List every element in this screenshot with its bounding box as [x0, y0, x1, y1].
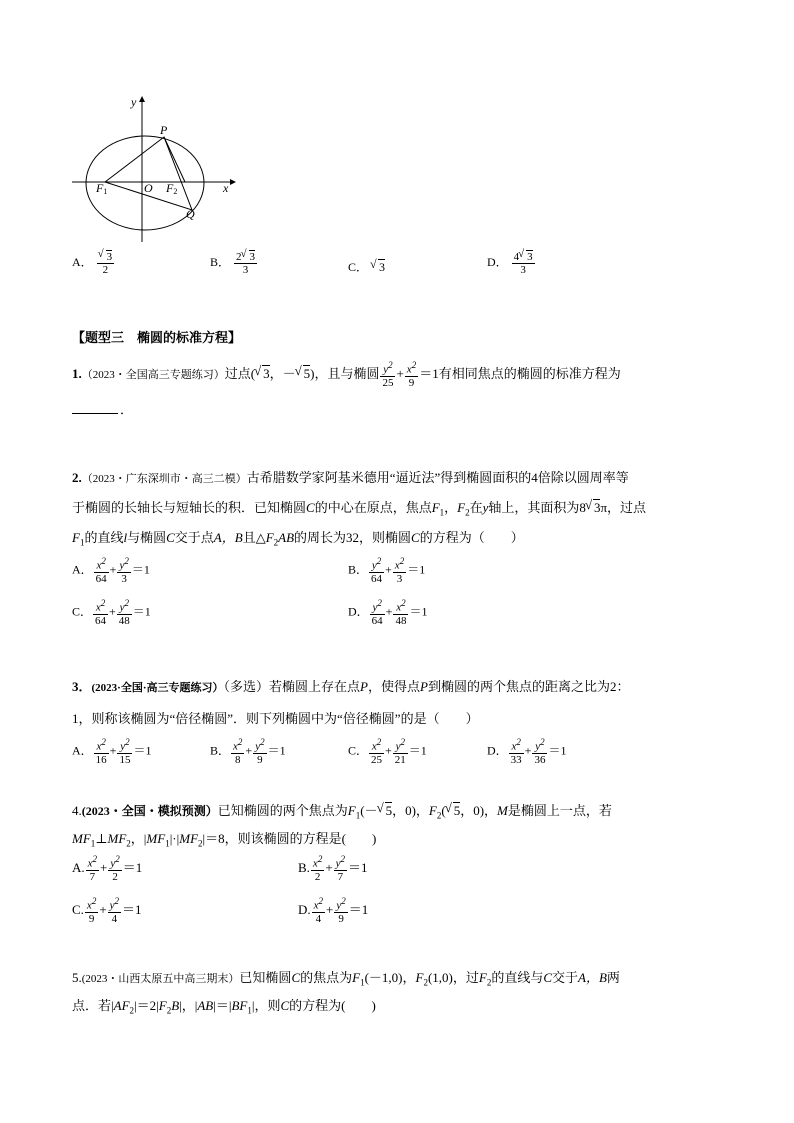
q2-option-d[interactable]: D． $\frac{y^2}{64}$ + $\frac{x^2}{48}$ ＝1 [348, 598, 428, 627]
plus: + [396, 365, 404, 381]
answer-blank[interactable] [72, 413, 118, 414]
denominator: 2 [102, 264, 109, 277]
denominator: 3 [520, 264, 526, 277]
var-l: l [123, 530, 128, 545]
q3-option-a[interactable]: A． $\frac{x^2}{16}$ + $\frac{y^2}{15}$ ＝1 [72, 737, 152, 766]
option-letter: C． [348, 743, 369, 758]
denominator: 3 [242, 264, 249, 277]
question-source: （2023・广东深圳市・高三二模） [81, 473, 247, 485]
question-2-line-1 [72, 467, 629, 486]
var-a: A [113, 998, 122, 1013]
var-f: F [158, 998, 167, 1013]
frac-y2-25: $\frac{y^2}{25}$ [382, 360, 394, 389]
q4-text: ，| [130, 831, 147, 846]
q5-text: 交于 [552, 970, 579, 985]
var-ab: A，B [213, 530, 243, 545]
var-mf: MF [72, 831, 91, 846]
var-c: C [411, 530, 420, 545]
option-b-frac [234, 250, 257, 276]
sqrt: √ 3 [262, 365, 270, 382]
var-f: F [72, 530, 80, 545]
option-letter: A. [72, 859, 85, 875]
label-p: P [160, 123, 168, 137]
question-number: 5. [72, 970, 82, 985]
option-letter: A． [72, 743, 93, 758]
q5-text: |，则 [251, 998, 281, 1013]
q4-text: 已知椭圆的两个焦点为 [217, 803, 348, 818]
question-5-line-2 [72, 995, 376, 1016]
x-axis-arrow [230, 179, 236, 185]
option-letter: A． [72, 254, 93, 269]
q5-text: 两 [606, 970, 620, 985]
sub: 2 [129, 1005, 135, 1016]
var-p: P [360, 679, 368, 694]
q5-text: 点．若| [72, 998, 114, 1013]
var-m: M [497, 803, 508, 818]
var-y: y [482, 500, 489, 515]
sub: 1 [439, 507, 445, 518]
var-f: F [265, 530, 274, 545]
var-f: F [415, 970, 424, 985]
triangle-f1-p-q [105, 137, 192, 210]
segment-p-f2 [164, 137, 185, 182]
sqrt: √ 5 [453, 802, 461, 819]
q1-text: ＝1有相同焦点的椭圆的标准方程为 [419, 365, 621, 381]
var-ab: A，B [578, 970, 607, 985]
sqrt: √ 3 [106, 250, 113, 263]
q5-text: |，| [179, 998, 198, 1013]
q4-option-b[interactable]: B. $\frac{x^2}{2}$ + $\frac{y^2}{7}$ ＝1 [298, 854, 368, 883]
frac-x2-9: $\frac{x^2}{9}$ [406, 360, 417, 389]
q5-text: (－1,0)， [364, 970, 416, 985]
sqrt: √ 3 [249, 250, 256, 263]
coef: 2 [236, 251, 242, 263]
q3-option-b[interactable]: B． $\frac{x^2}{8}$ + $\frac{y^2}{9}$ ＝1 [210, 737, 286, 766]
q5-text: 的焦点为 [300, 970, 353, 985]
q4-text: |＝8，则该椭圆的方程是( ) [202, 831, 377, 846]
q2-option-c[interactable]: C． $\frac{x^2}{64}$ + $\frac{y^2}{48}$ ＝1 [72, 598, 151, 627]
q2-text: 于椭圆的长轴长与短轴长的积．已知椭圆 [72, 500, 307, 515]
label-y: y [131, 95, 137, 109]
label-x: x [223, 181, 229, 195]
q1-text: 过点( [224, 365, 256, 381]
sub: 2 [465, 507, 470, 518]
q4-option-c[interactable]: C. $\frac{x^2}{9}$ + $\frac{y^2}{4}$ ＝1 [72, 896, 142, 925]
q4-text: ，0)， [392, 803, 429, 818]
q3-option-d[interactable]: D． $\frac{x^2}{33}$ + $\frac{y^2}{36}$ ＝1 [487, 737, 567, 766]
label-o: O [144, 181, 153, 195]
sub: 1 [355, 810, 361, 821]
q1-answer-line[interactable] [72, 399, 133, 418]
option-letter: D. [298, 901, 311, 917]
question-number: 2. [72, 470, 82, 485]
sub: 2 [436, 810, 442, 821]
section-title: 【题型三 椭圆的标准方程】 [72, 330, 242, 345]
var-c: C [543, 970, 553, 985]
sqrt: √ 5 [303, 365, 311, 382]
var-f: F [478, 970, 487, 985]
q2-option-a[interactable]: A． $\frac{x^2}{64}$ + $\frac{y^2}{3}$ ＝1 [72, 556, 150, 585]
q1-end: ． [120, 402, 134, 417]
q1-text: ，－ [269, 365, 296, 381]
var-f: F [352, 970, 361, 985]
q2-option-b[interactable]: B． $\frac{y^2}{64}$ + $\frac{x^2}{3}$ ＝1 [348, 556, 426, 585]
label-f1: F1 [96, 181, 108, 196]
option-letter: B． [210, 743, 231, 758]
q4-text: 是椭圆上一点，若 [507, 803, 612, 818]
label-q: Q [186, 207, 195, 221]
q2-text: 交于点 [174, 530, 214, 545]
ellipse-figure [60, 92, 240, 252]
question-number: 1. [72, 365, 82, 381]
q4-text: |·| [169, 831, 180, 846]
q4-option-a[interactable]: A. $\frac{x^2}{7}$ + $\frac{y^2}{2}$ ＝1 [72, 854, 143, 883]
prev-option-c[interactable] [348, 258, 385, 275]
option-letter: B． [210, 254, 231, 269]
question-3-line-1 [72, 676, 629, 695]
option-letter: D． [487, 254, 508, 269]
q2-text: 的周长为32，则椭圆 [294, 530, 412, 545]
option-letter: C． [72, 604, 93, 619]
question-4-line-2 [72, 828, 376, 849]
sub: 2 [126, 838, 131, 849]
q2-text: 古希腊数学家阿基米德用“逼近法”得到椭圆面积的4倍除以圆周率等 [246, 470, 629, 485]
q2-text: 的中心在原点，焦点 [314, 500, 432, 515]
sqrt: √ 3 [378, 259, 385, 275]
var-c: C [280, 998, 290, 1013]
var-mf: MF [107, 831, 127, 846]
sub: 2 [486, 977, 492, 988]
q5-text: 已知椭圆 [239, 970, 292, 985]
q5-text: 的方程为( ) [289, 998, 376, 1013]
sqrt: √ 3 [526, 250, 533, 263]
option-letter: D． [348, 604, 369, 619]
q4-text: ( [441, 803, 446, 818]
label-f2: F2 [166, 181, 178, 196]
y-axis-arrow [139, 96, 145, 102]
q1-text: )，且与椭圆 [310, 365, 380, 381]
question-4-line-1 [72, 800, 612, 821]
q5-text: 的直线与 [491, 970, 544, 985]
q2-text: 在 [469, 500, 483, 515]
question-2-line-2 [72, 497, 646, 518]
sub: 2 [166, 1005, 172, 1016]
sub: 1 [165, 838, 170, 849]
prev-option-a[interactable] [72, 250, 115, 276]
var-f: F [239, 998, 248, 1013]
var-f: F [457, 500, 466, 515]
prev-option-d[interactable] [487, 250, 536, 276]
q2-text: 的直线 [84, 530, 124, 545]
q3-option-c[interactable]: C． $\frac{x^2}{25}$ + $\frac{y^2}{21}$ ＝1 [348, 737, 427, 766]
q5-text: (1,0)，过 [427, 970, 479, 985]
q2-text: 且△ [242, 530, 266, 545]
sub: 2 [198, 838, 203, 849]
var-f: F [347, 803, 356, 818]
option-letter: D． [487, 743, 508, 758]
question-number: 3． [72, 679, 92, 694]
question-5-line-1 [72, 967, 620, 988]
q4-text: (－ [360, 803, 378, 818]
var-b: B [231, 998, 240, 1013]
var-mf: MF [179, 831, 199, 846]
question-2-line-3 [72, 527, 524, 548]
q5-text: |＝2| [134, 998, 159, 1013]
q2-text: 轴上，其面积为8 [488, 500, 586, 515]
q2-text: π，过点 [600, 500, 647, 515]
var-f: F [431, 500, 440, 515]
sub: 1 [90, 838, 96, 849]
option-letter: B． [348, 562, 369, 577]
var-f: F [121, 998, 130, 1013]
var-c: C [306, 500, 315, 515]
question-3-line-2: 1，则称该椭圆为“倍径椭圆”．则下列椭圆中为“倍径椭圆”的是（ ） [72, 711, 479, 726]
q4-option-d[interactable]: D. $\frac{x^2}{4}$ + $\frac{y^2}{9}$ ＝1 [298, 896, 369, 925]
sub: 1 [79, 537, 85, 548]
question-source: (2023·全国·高三专题练习） [91, 682, 224, 694]
question-source: (2023・山西太原五中高三期末） [81, 973, 240, 985]
q3-text: （多选）若椭圆上存在点 [223, 679, 361, 694]
q4-text: ，0)， [460, 803, 498, 818]
var-b: B [171, 998, 180, 1013]
option-letter: A． [72, 562, 93, 577]
q3-text: 到椭圆的两个焦点的距离之比为2： [427, 679, 630, 694]
option-a-frac [97, 250, 115, 276]
sqrt: √ 5 [385, 802, 393, 819]
option-letter: C. [72, 901, 84, 917]
var-c: C [166, 530, 175, 545]
var-mf: MF [146, 831, 166, 846]
q3-text: ，使得点 [367, 679, 420, 694]
question-number: 4. [72, 803, 82, 818]
prev-option-b[interactable] [210, 250, 258, 276]
sqrt: √ 3 [593, 499, 601, 516]
sub: 1 [247, 1005, 252, 1016]
q5-text: |＝| [213, 998, 232, 1013]
sub: 2 [423, 977, 428, 988]
q4-text: ⊥ [95, 831, 108, 846]
var-ab: AB [278, 530, 295, 545]
var-c: C [291, 970, 301, 985]
question-source: (2023・全国・模拟预测） [81, 804, 218, 818]
var-ab: AB [197, 998, 214, 1013]
option-letter: C． [348, 260, 369, 274]
option-d-frac [512, 250, 535, 276]
sub: 2 [273, 537, 279, 548]
q2-text: 的方程为（ ） [419, 530, 524, 545]
var-p: P [420, 679, 428, 694]
question-1 [72, 361, 621, 389]
coef: 4 [513, 251, 520, 263]
var-f: F [428, 803, 437, 818]
question-source: （2023・全国高三专题练习） [81, 368, 225, 381]
sub: 1 [360, 977, 365, 988]
comma: ， [444, 500, 458, 515]
q2-text: 与椭圆 [127, 530, 167, 545]
option-letter: B. [298, 859, 310, 875]
